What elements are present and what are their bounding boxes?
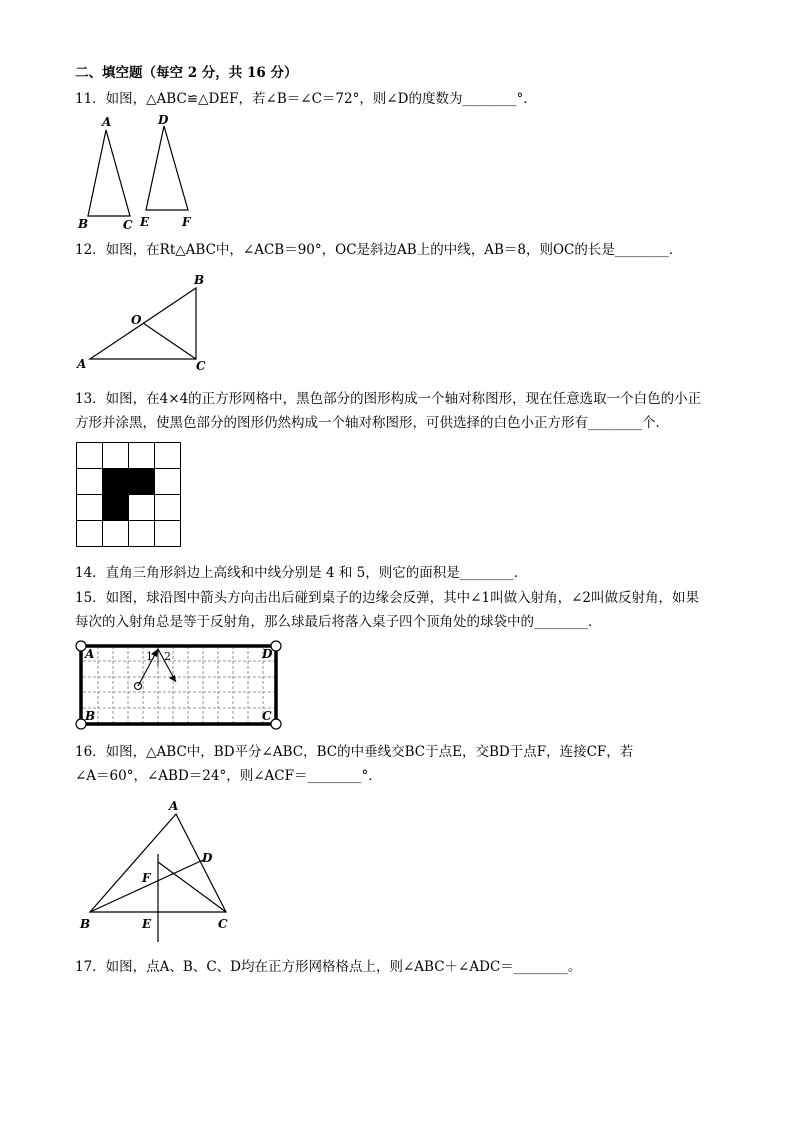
- question-16-figure: [76, 796, 246, 946]
- question-15-line-2: 每次的入射角总是等于反射角，那么球最后将落入桌子四个顶角处的球袋中的________．: [75, 614, 602, 630]
- label-f: F: [182, 215, 191, 229]
- label-e: E: [140, 215, 150, 229]
- label-a: A: [169, 799, 179, 813]
- angle-1-label: 1: [146, 650, 153, 663]
- question-17-text: 17．如图，点A、B、C、D均在正方形网格格点上，则∠ABC＋∠ADC＝________。: [75, 959, 582, 975]
- question-16-line-1: 16．如图，△ABC中，BD平分∠ABC，BC的中垂线交BC于点E，交BD于点F，连接CF，若: [75, 744, 634, 760]
- label-d: D: [202, 851, 213, 865]
- pocket-c: [271, 719, 281, 729]
- question-16-line-2: ∠A＝60°，∠ABD＝24°，则∠ACF＝________°．: [75, 768, 382, 784]
- question-12-text: 12．如图，在Rt△ABC中，∠ACB＝90°，OC是斜边AB上的中线，AB＝8，则OC的长是________．: [75, 242, 683, 258]
- question-13-line-1: 13．如图，在4×4的正方形网格中，黑色部分的图形构成一个轴对称图形，现在任意选取一个白色的小正: [75, 391, 702, 407]
- question-13-grid: [76, 442, 184, 550]
- question-13-line-2: 方形并涂黑，使黑色部分的图形仍然构成一个轴对称图形，可供选择的白色小正方形有________个．: [75, 415, 669, 431]
- black-cell: [102, 494, 128, 520]
- question-11-text: 11．如图，△ABC≌△DEF，若∠B＝∠C＝72°，则∠D的度数为________°．: [75, 91, 537, 107]
- angle-2-label: 2: [164, 650, 171, 663]
- label-b: B: [78, 217, 89, 231]
- label-b: B: [85, 709, 96, 723]
- question-15-line-1: 15．如图，球沿图中箭头方向击出后碰到桌子的边缘会反弹，其中∠1叫做入射角，∠2叫做反射角，如果: [75, 590, 699, 606]
- question-12-figure: [72, 266, 222, 376]
- label-c: C: [196, 359, 206, 373]
- label-a: A: [85, 647, 95, 661]
- section-title: 二、填空题（每空 2 分，共 16 分）: [75, 65, 298, 81]
- label-o: O: [131, 313, 142, 327]
- label-d: D: [158, 113, 169, 127]
- question-15-table: [72, 638, 287, 730]
- label-c: C: [262, 709, 272, 723]
- label-b: B: [80, 917, 91, 931]
- question-14-text: 14．直角三角形斜边上高线和中线分别是 4 和 5，则它的面积是________．: [75, 565, 528, 581]
- label-c: C: [218, 917, 228, 931]
- label-a: A: [77, 357, 87, 371]
- label-f: F: [142, 871, 151, 885]
- label-b: B: [194, 273, 205, 287]
- pocket-d: [271, 641, 281, 651]
- label-e: E: [142, 917, 152, 931]
- question-11-figure: [70, 112, 210, 234]
- label-a: A: [102, 115, 112, 129]
- label-d: D: [262, 647, 273, 661]
- label-c: C: [123, 218, 133, 232]
